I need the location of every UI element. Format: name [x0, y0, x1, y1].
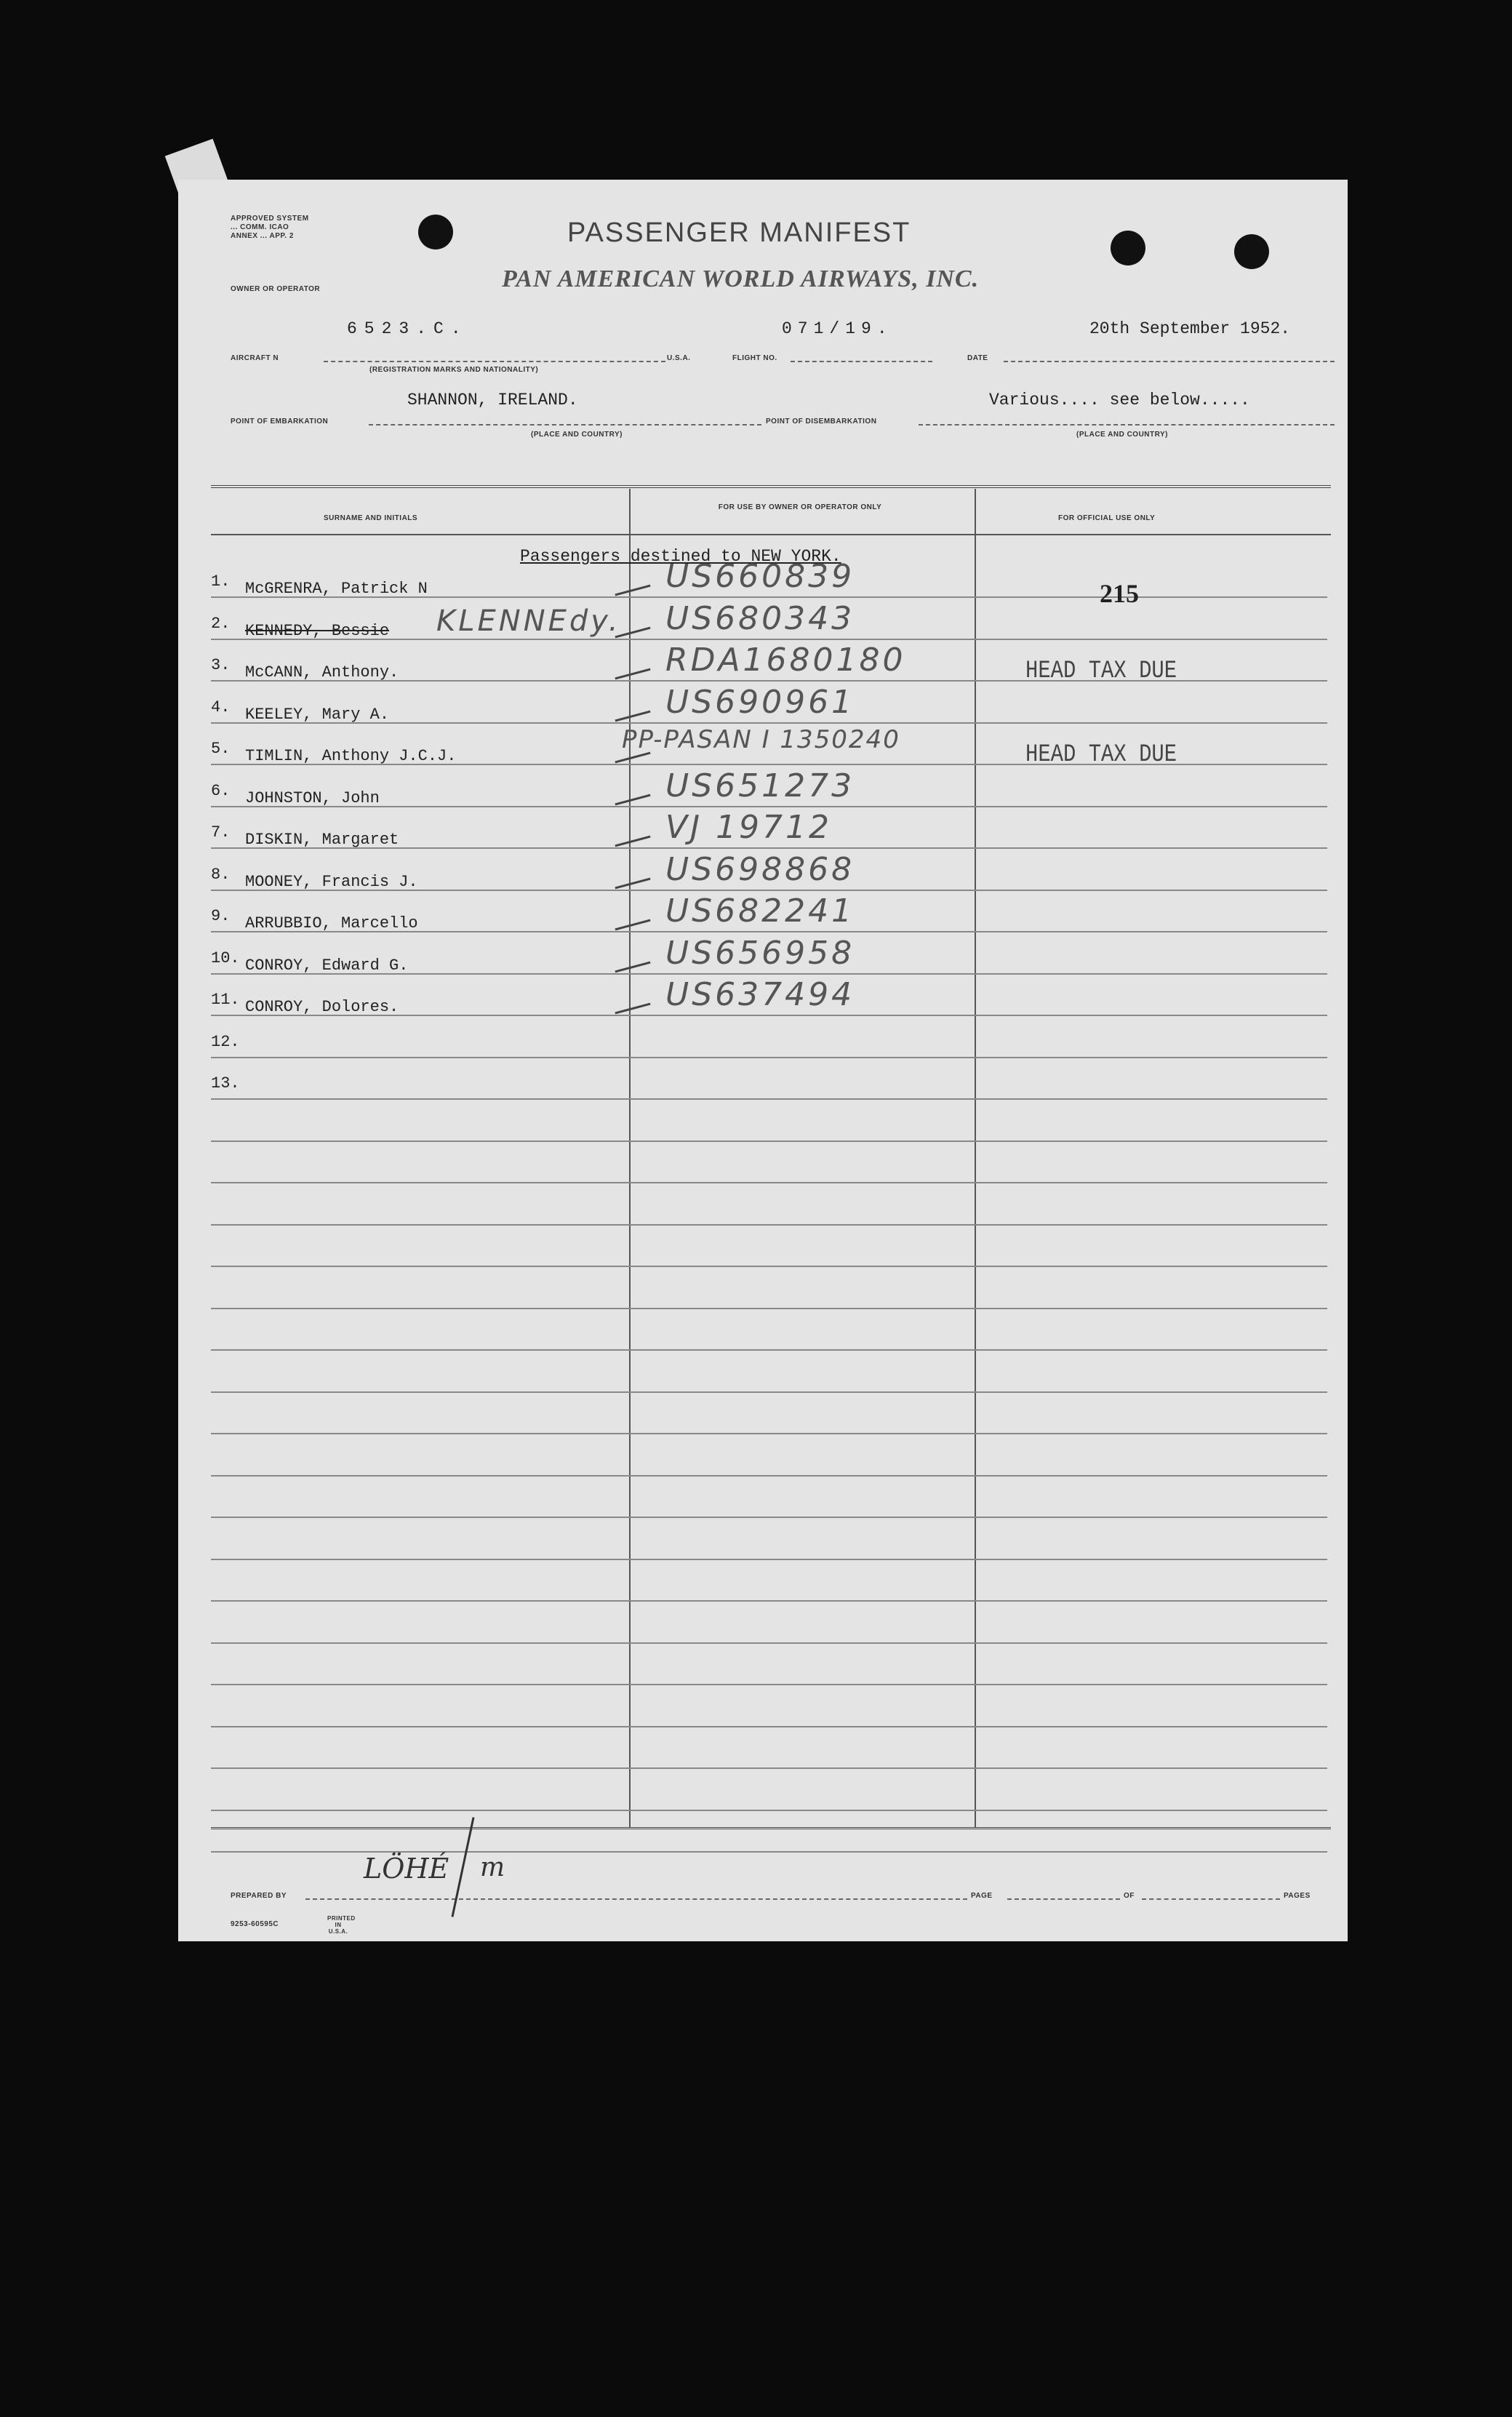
row-number: 7. [211, 823, 231, 842]
document-number: US637494 [665, 976, 855, 1013]
passenger-name: McCANN, Anthony. [245, 663, 399, 682]
document-number: US682241 [665, 892, 855, 930]
destination-note: Passengers destined to NEW YORK. [520, 547, 841, 566]
page-label: PAGE [971, 1892, 993, 1900]
passenger-name: TIMLIN, Anthony J.C.J. [245, 747, 457, 765]
column-header-official-use: FOR OFFICIAL USE ONLY [1058, 514, 1156, 522]
check-mark [615, 668, 650, 680]
check-mark [615, 877, 650, 889]
ruled-line [211, 1684, 1327, 1685]
row-number: 11. [211, 991, 240, 1009]
aircraft-value: 6523.C. [347, 319, 468, 338]
passenger-name: CONROY, Dolores. [245, 998, 399, 1016]
ruled-line [211, 1391, 1327, 1393]
passenger-name: DISKIN, Margaret [245, 831, 399, 849]
ruled-line [211, 1517, 1327, 1518]
document-number: US680343 [665, 599, 855, 637]
place-note-embark: (PLACE AND COUNTRY) [531, 431, 623, 439]
check-mark [615, 710, 650, 722]
ruled-line [211, 1475, 1327, 1477]
check-mark [615, 836, 650, 847]
ruled-line [211, 1349, 1327, 1351]
column-header-surname: SURNAME AND INITIALS [324, 514, 418, 522]
passenger-name: JOHNSTON, John [245, 788, 380, 807]
flight-label: FLIGHT NO. [732, 354, 777, 362]
owner-operator-label: OWNER OR OPERATOR [231, 285, 321, 293]
aircraft-label: AIRCRAFT N [231, 354, 279, 362]
ruled-line [211, 1140, 1327, 1142]
of-label: OF [1124, 1892, 1135, 1900]
row-number: 13. [211, 1074, 240, 1092]
row-number: 9. [211, 907, 231, 925]
prepared-by-label: PREPARED BY [231, 1892, 287, 1900]
registration-note: (REGISTRATION MARKS AND NATIONALITY) [369, 366, 539, 374]
handwritten-correction: KLENNEdy. [436, 604, 621, 638]
ruled-line [211, 1308, 1327, 1309]
passenger-name: McGRENRA, Patrick N [245, 580, 428, 598]
ruled-line [211, 1600, 1327, 1602]
date-value: 20th September 1952. [1089, 319, 1291, 338]
ruled-line [211, 1098, 1327, 1100]
flight-value: 071/19. [782, 319, 893, 338]
date-label: DATE [967, 354, 988, 362]
head-tax-stamp: HEAD TAX DUE [1025, 658, 1177, 685]
row-number: 2. [211, 614, 231, 633]
embarkation-label: POINT OF EMBARKATION [231, 418, 329, 426]
embarkation-value: SHANNON, IRELAND. [407, 391, 578, 410]
punch-hole-middle [1111, 231, 1145, 265]
printed-note: PRINTED IN U.S.A. [327, 1915, 356, 1935]
row-number: 6. [211, 781, 231, 800]
document-number: US690961 [665, 683, 855, 721]
passenger-name: MOONEY, Francis J. [245, 872, 418, 891]
punch-hole-right [1234, 234, 1269, 269]
signature-initials: ⅿ︎ [480, 1853, 505, 1882]
manifest-sheet [178, 180, 1348, 1941]
row-number: 3. [211, 656, 231, 674]
approval-note: APPROVED SYSTEM ... COMM. ICAO ANNEX ... APP. 2 [231, 215, 309, 240]
disembarkation-label: POINT OF DISEMBARKATION [766, 418, 877, 426]
official-number: 215 [1100, 579, 1139, 608]
head-tax-stamp: HEAD TAX DUE [1025, 741, 1177, 769]
check-mark [615, 1003, 650, 1015]
punch-hole-left [418, 215, 453, 249]
row-number: 4. [211, 698, 231, 716]
passenger-name: KENNEDY, Bessie [245, 621, 390, 640]
ruled-line [211, 1182, 1327, 1183]
preparer-signature: LÖHÉ [364, 1853, 449, 1885]
document-number: RDA1680180 [665, 642, 906, 679]
form-number: 9253-60595C [231, 1920, 279, 1928]
form-title: PASSENGER MANIFEST [567, 217, 911, 248]
ruled-line [211, 1224, 1327, 1226]
document-number: VJ 19712 [665, 809, 833, 846]
check-mark [615, 961, 650, 972]
ruled-line [211, 1810, 1327, 1811]
document-number: US656958 [665, 934, 855, 972]
usa-label: U.S.A. [667, 354, 691, 362]
ruled-line [211, 1057, 1327, 1058]
check-mark [615, 794, 650, 805]
signature-stroke [451, 1817, 474, 1917]
ruled-line [211, 1767, 1327, 1769]
ruled-line [211, 1726, 1327, 1727]
check-mark [615, 919, 650, 931]
document-number: US698868 [665, 850, 855, 888]
document-number: US660839 [665, 558, 855, 595]
row-number: 10. [211, 948, 240, 967]
ruled-line [211, 1642, 1327, 1644]
passenger-name: CONROY, Edward G. [245, 956, 409, 975]
passenger-name: ARRUBBIO, Marcello [245, 914, 418, 932]
passenger-name: KEELEY, Mary A. [245, 705, 390, 724]
disembarkation-value: Various.... see below..... [989, 391, 1250, 410]
place-note-disembark: (PLACE AND COUNTRY) [1076, 431, 1168, 439]
column-header-owner-use: FOR USE BY OWNER OR OPERATOR ONLY [718, 503, 882, 511]
ruled-line [211, 1266, 1327, 1267]
operator-name: PAN AMERICAN WORLD AIRWAYS, INC. [502, 265, 980, 292]
row-number: 12. [211, 1032, 240, 1051]
pages-label: PAGES [1284, 1892, 1311, 1900]
row-number: 5. [211, 740, 231, 758]
check-mark [615, 585, 650, 596]
document-number: PP-PASAN I 1350240 [622, 725, 900, 754]
row-number: 1. [211, 572, 231, 591]
ruled-line [211, 1433, 1327, 1434]
ruled-line [211, 1559, 1327, 1560]
document-number: US651273 [665, 767, 855, 804]
row-number: 8. [211, 865, 231, 884]
